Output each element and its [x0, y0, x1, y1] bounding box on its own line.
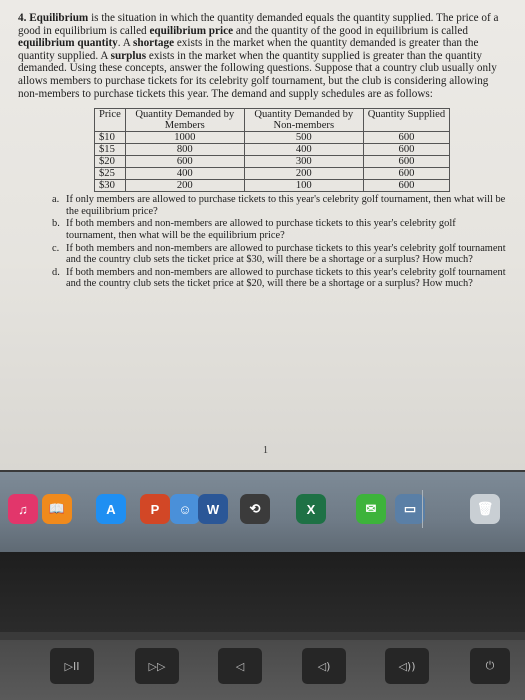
wechat-icon[interactable]: ✉ — [356, 494, 386, 524]
table-cell: 200 — [125, 180, 244, 192]
document — [18, 12, 508, 291]
table-row — [95, 144, 450, 156]
question-item — [52, 194, 508, 217]
page-number: 1 — [263, 445, 268, 456]
question-item — [52, 267, 508, 290]
intro-text-run: and the quantity of the good in equilibrium is called — [233, 24, 468, 37]
intro-text-run: is the situation in which the quantity demanded equals the quantity supplied. The price of a good in equilibrium is called — [18, 12, 499, 37]
problem-number: 4. — [18, 12, 27, 24]
power-key[interactable]: ⏻ — [470, 648, 510, 684]
table-cell: 200 — [244, 168, 363, 180]
table-cell: $25 — [95, 168, 126, 180]
fast-forward-key[interactable]: ▷▷ — [135, 648, 179, 684]
intro-text-run: exists in the market when the quantity demanded is greater than the quantity supplied. A — [18, 37, 479, 62]
word-icon[interactable]: W — [198, 494, 228, 524]
table-cell: $30 — [95, 180, 126, 192]
question-label: d. — [52, 266, 60, 278]
keyboard-row — [0, 640, 525, 700]
mute-key[interactable]: ◁ — [218, 648, 262, 684]
table-cell: 400 — [244, 144, 363, 156]
table-cell: 600 — [363, 168, 449, 180]
table-row — [95, 180, 450, 192]
table-header: Quantity Demanded by Members — [125, 109, 244, 132]
question-label: b. — [52, 218, 60, 230]
question-text: If both members and non-members are allowed to purchase tickets to this year's celebrity golf tournament and the country club sets the ticket price at $30, will there be a shortage or a surplus? How much? — [66, 242, 506, 266]
question-label: a. — [52, 194, 60, 206]
dock-separator — [422, 490, 423, 528]
table-row — [95, 132, 450, 144]
table-cell: 600 — [363, 156, 449, 168]
schedule-table — [94, 108, 450, 192]
table-cell: 1000 — [125, 132, 244, 144]
table-row — [95, 156, 450, 168]
table-row — [95, 168, 450, 180]
intro-text-run: Equilibrium — [29, 12, 89, 24]
table-cell: $10 — [95, 132, 126, 144]
table-header: Quantity Supplied — [363, 109, 449, 132]
question-item — [52, 218, 508, 241]
intro-text-run: equilibrium price — [149, 24, 234, 37]
table-cell: $15 — [95, 144, 126, 156]
table-cell: $20 — [95, 156, 126, 168]
table-cell: 800 — [125, 144, 244, 156]
table-cell: 600 — [363, 132, 449, 144]
table-header: Price — [95, 109, 126, 132]
table-cell: 600 — [363, 144, 449, 156]
question-text: If both members and non-members are allowed to purchase tickets to this year's celebrity golf tournament, then what will be the equilibrium price? — [66, 218, 456, 241]
table-cell: 300 — [244, 156, 363, 168]
itunes-icon[interactable]: ♫ — [8, 494, 38, 524]
volume-up-key[interactable]: ◁)) — [385, 648, 429, 684]
intro-text-run: exists in the market when the quantity supplied is greater than the quantity demanded. Using these concepts, answer the following questions. Suppose that a country club usually only allows members to purchase tickets for its celebrity golf tournament, but the club is considering allowing non-members to purchase tickets this year. The demand and supply schedules are as follows: — [18, 49, 497, 100]
question-text: If only members are allowed to purchase tickets to this year's celebrity golf tournament, then what will be the equilibrium price? — [66, 194, 506, 217]
table-header: Quantity Demanded by Non-members — [244, 109, 363, 132]
problem-intro — [18, 12, 508, 100]
laptop-bezel — [0, 552, 525, 632]
intro-text-run: shortage — [133, 37, 175, 50]
trash-icon[interactable]: 🗑 — [470, 494, 500, 524]
question-text: If both members and non-members are allowed to purchase tickets to this year's celebrity golf tournament and the country club sets the ticket price at $20, will there be a shortage or a surplus? How much? — [66, 266, 506, 290]
powerpoint-icon[interactable]: P — [140, 494, 170, 524]
question-label: c. — [52, 242, 60, 254]
app-store-icon[interactable]: A — [96, 494, 126, 524]
volume-down-key[interactable]: ◁) — [302, 648, 346, 684]
question-item — [52, 243, 508, 266]
question-list — [52, 194, 508, 290]
table-cell: 600 — [125, 156, 244, 168]
intro-text-run: equilibrium quantity — [18, 37, 118, 50]
play-pause-key[interactable]: ▷II — [50, 648, 94, 684]
table-cell: 400 — [125, 168, 244, 180]
finder-icon[interactable]: ☺ — [170, 494, 200, 524]
table-cell: 500 — [244, 132, 363, 144]
excel-icon[interactable]: X — [296, 494, 326, 524]
mac-dock — [0, 472, 525, 552]
time-machine-icon[interactable]: ⟲ — [240, 494, 270, 524]
table-cell: 600 — [363, 180, 449, 192]
intro-text-run: surplus — [110, 49, 147, 62]
preview-icon[interactable]: ▭ — [395, 494, 425, 524]
intro-text-run: . A — [117, 37, 134, 50]
table-cell: 100 — [244, 180, 363, 192]
ibooks-icon[interactable]: 📖 — [42, 494, 72, 524]
